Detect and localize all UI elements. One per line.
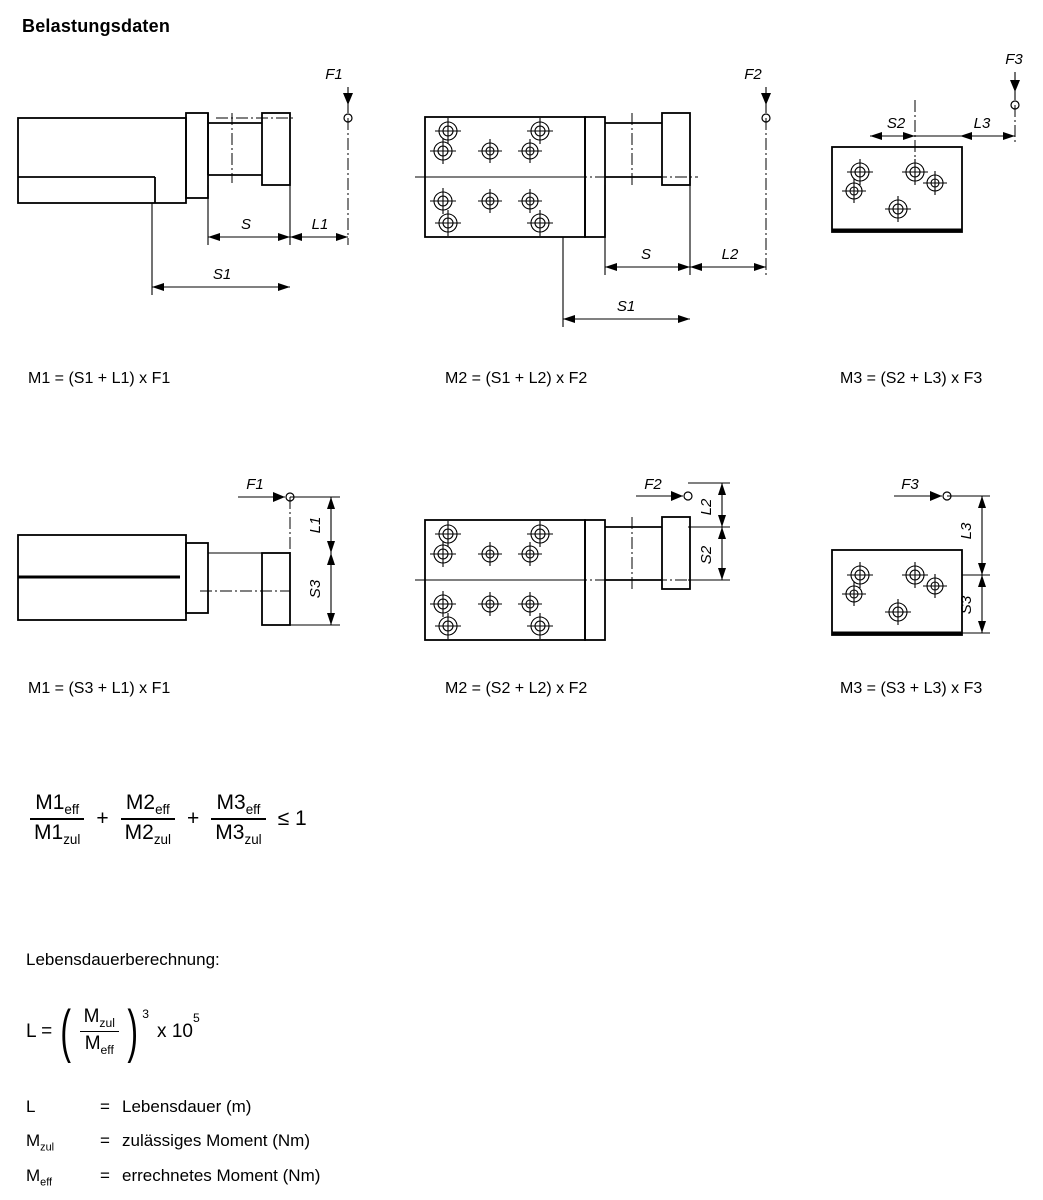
diagram-m3-front-view-alt	[810, 465, 1043, 685]
lifetime-tail: x 10	[157, 1020, 193, 1042]
fraction-m3	[211, 790, 265, 848]
fraction-m3-denominator: $M3_{zul}$	[215, 820, 262, 847]
diagram-m2-top-view	[400, 55, 820, 355]
force-label-f3: F3	[901, 476, 919, 493]
force-label-f1: F1	[246, 476, 264, 493]
bolt-pattern-front	[842, 159, 947, 222]
legend-equals: =	[100, 1165, 110, 1185]
moment-sum-formula	[26, 790, 315, 848]
dim-label-l1: L1	[311, 216, 329, 233]
fraction-m2-numerator: $M2_{eff}$	[125, 791, 170, 818]
force-label-f3: F3	[1005, 51, 1023, 68]
fraction-mzul-meff	[80, 1005, 119, 1058]
dim-label-s1: S1	[616, 298, 636, 315]
dim-label-l3: L3	[973, 115, 991, 132]
dim-label-s3: S3	[958, 595, 975, 615]
dim-label-s2: S2	[886, 115, 906, 132]
lifetime-heading: Lebensdauerberechnung:	[26, 950, 220, 969]
dim-label-l2: L2	[698, 498, 715, 516]
fraction-m1-numerator: $M1_{eff}$	[35, 791, 80, 818]
fraction-numerator: $M_{zul}$	[83, 1006, 115, 1030]
legend-text: Lebensdauer (m)	[122, 1097, 252, 1116]
legend-row-meff	[26, 1162, 320, 1196]
diagram-m3-front-view	[810, 40, 1043, 340]
bolt-pattern-top	[430, 521, 553, 567]
force-label-f2: F2	[644, 476, 662, 493]
dim-label-l1: L1	[307, 516, 324, 534]
legend-equals: =	[100, 1131, 110, 1151]
formula-m1-row2: M1 = (S3 + L1) x F1	[28, 680, 171, 697]
lifetime-tail-exponent: 5	[192, 1011, 200, 1025]
fraction-m3-numerator: $M3_{eff}$	[216, 791, 261, 818]
bolt-pattern-front	[842, 562, 947, 625]
legend-row-l	[26, 1093, 320, 1127]
legend-row-mzul	[26, 1127, 320, 1161]
dim-label-s1: S1	[212, 266, 232, 283]
plus-operator-1: +	[96, 806, 109, 830]
formula-m2-row1: M2 = (S1 + L2) x F2	[445, 370, 588, 387]
lifetime-lhs: L =	[26, 1020, 53, 1042]
legend-symbol: L	[26, 1097, 36, 1116]
page-title: Belastungsdaten	[22, 16, 171, 36]
force-label-f2: F2	[744, 66, 762, 83]
legend-text: errechnetes Moment (Nm)	[122, 1165, 321, 1185]
dim-label-s: S	[640, 246, 652, 263]
dim-label-l3: L3	[958, 522, 975, 540]
left-paren: (	[60, 998, 72, 1064]
plus-operator-2: +	[187, 806, 200, 830]
fraction-denominator: $M_{eff}$	[84, 1033, 114, 1058]
legend-text: zulässiges Moment (Nm)	[122, 1131, 310, 1151]
legend-list	[26, 1093, 320, 1196]
diagram-m1-side-view-alt	[0, 465, 400, 685]
right-paren: )	[127, 998, 138, 1064]
fraction-m1	[30, 790, 84, 848]
dim-label-s2: S2	[698, 545, 715, 565]
formula-m1-row1: M1 = (S1 + L1) x F1	[28, 370, 171, 387]
dim-label-l2: L2	[721, 246, 739, 263]
legend-equals: =	[100, 1097, 110, 1116]
fraction-m2	[121, 790, 175, 848]
fraction-m2-denominator: $M2_{zul}$	[124, 820, 172, 847]
legend-symbol: $M_{zul}$	[26, 1131, 55, 1154]
bolt-pattern-bottom	[430, 591, 553, 639]
dim-label-s3: S3	[307, 579, 324, 599]
exponent: 3	[142, 1007, 150, 1021]
lifetime-formula	[26, 998, 200, 1064]
diagram-m2-top-view-alt	[400, 465, 820, 685]
legend-symbol: $M_{eff}$	[26, 1165, 53, 1189]
bolt-pattern-top	[430, 118, 553, 164]
formula-m3-row2: M3 = (S3 + L3) x F3	[840, 680, 983, 697]
dim-label-s: S	[240, 216, 252, 233]
formula-m2-row2: M2 = (S2 + L2) x F2	[445, 680, 588, 697]
formula-m3-row1: M3 = (S2 + L3) x F3	[840, 370, 983, 387]
diagram-m1-side-view	[0, 55, 400, 355]
relation-operator: ≤ 1	[277, 806, 307, 830]
bolt-pattern-bottom	[430, 188, 553, 236]
force-label-f1: F1	[325, 66, 343, 83]
fraction-m1-denominator: $M1_{zul}$	[34, 820, 81, 847]
